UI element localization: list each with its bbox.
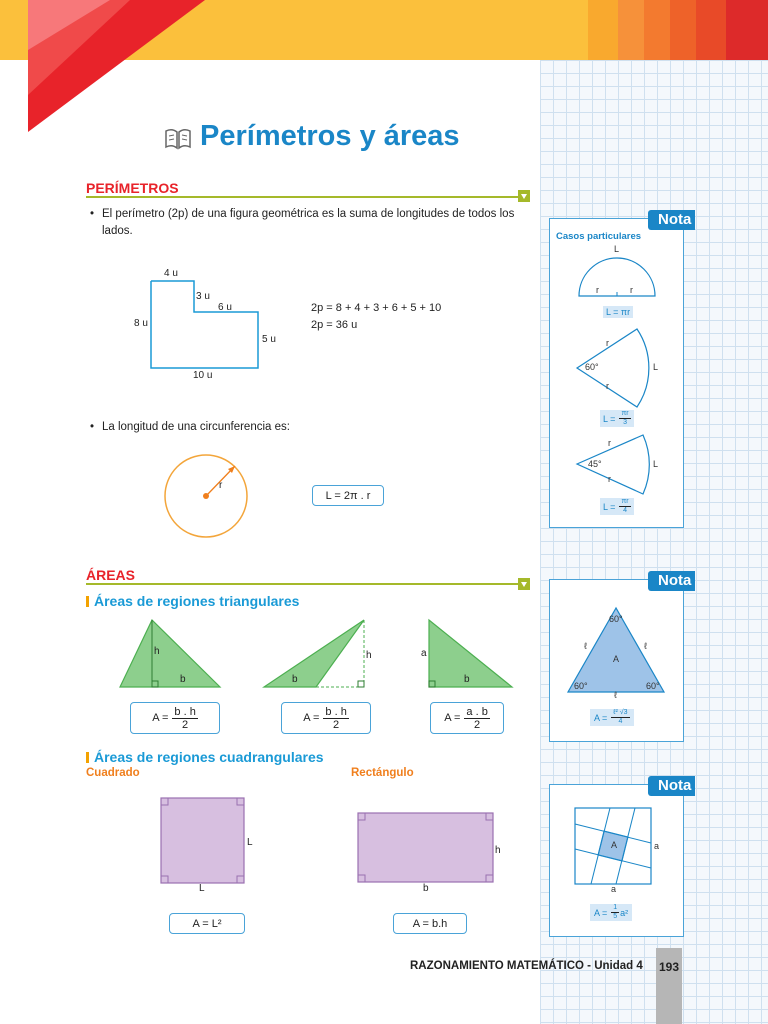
section-heading-perimetros: PERÍMETROS (86, 180, 179, 196)
semi-formula: L = πr (603, 306, 633, 318)
semi-r1: r (596, 285, 599, 295)
eq-side-right: ℓ (644, 641, 647, 651)
square-bottom: L (199, 883, 205, 894)
section-divider (86, 196, 523, 198)
circle-figure (163, 453, 249, 539)
label-inner-v: 3 u (196, 291, 210, 302)
square-formula: A = L² (169, 913, 245, 934)
perimeter-result: 2p = 36 u (311, 319, 358, 331)
sector60-formula: L = $\frac{\pi r}{3}$ (600, 410, 634, 427)
triangle-1 (118, 618, 222, 690)
sector60-angle: 60° (585, 362, 599, 372)
semicircle-figure (576, 254, 658, 300)
chevron-down-icon (518, 578, 530, 590)
book-icon (164, 128, 192, 150)
label-bottom: 10 u (193, 370, 213, 381)
square-label: Cuadrado (86, 767, 140, 779)
eq-area-formula: A = $\frac{\text{ℓ² √3}}{4}$ (590, 709, 634, 726)
square-figure (160, 797, 246, 885)
inscribed-area-label: A (611, 840, 618, 850)
tri1-formula: A = $\frac{b . h}{2}$ (130, 702, 220, 734)
semi-r2: r (630, 285, 633, 295)
footer-text: RAZONAMIENTO MATEMÁTICO - Unidad 4 (410, 960, 643, 972)
inscribed-area-formula: A = $\frac{1}{5}$ a² (590, 904, 632, 921)
inscribed-side-right: a (654, 841, 660, 851)
note-tag: Nota (648, 210, 695, 230)
rectangle-side: h (495, 845, 501, 856)
rectangle-label: Rectángulo (351, 767, 414, 779)
radius-label: r (219, 480, 223, 491)
label-left: 8 u (134, 318, 148, 329)
tri3-a: a (421, 648, 427, 659)
label-top: 4 u (164, 268, 178, 279)
sector60-r1: r (606, 338, 609, 348)
section-heading-areas: ÁREAS (86, 567, 136, 583)
sector60-L: L (653, 362, 659, 372)
bullet-circumference: • La longitud de una circunferencia es: (90, 421, 290, 433)
sector-45-figure (574, 432, 658, 498)
triangle-2 (262, 618, 372, 690)
sector45-L: L (653, 459, 659, 469)
section-divider (86, 583, 523, 585)
tri3-formula: A = $\frac{a . b}{2}$ (430, 702, 504, 734)
subheading-triangular: Áreas de regiones triangulares (86, 593, 299, 609)
sector45-r2: r (608, 474, 611, 484)
eq-right-angle: 60° (646, 681, 660, 691)
note-tag: Nota (648, 776, 695, 796)
bullet-perimeter-definition: • El perímetro (2p) de una figura geométrica es la suma de longitudes de todos los lados. (90, 208, 515, 237)
tri2-h: h (366, 650, 372, 661)
sector45-angle: 45° (588, 459, 602, 469)
subheading-quadrangular: Áreas de regiones cuadrangulares (86, 749, 324, 765)
header-decoration (0, 0, 768, 140)
sector60-r2: r (606, 381, 609, 391)
rectangle-figure (357, 812, 495, 884)
inscribed-side-bottom: a (611, 884, 617, 894)
triangle-3 (426, 618, 516, 690)
rectangle-bottom: b (423, 883, 429, 894)
eq-side-bottom: ℓ (614, 690, 617, 700)
chevron-down-icon (518, 190, 530, 202)
sector45-formula: L = $\frac{\pi r}{4}$ (600, 498, 634, 515)
perimeter-sum: 2p = 8 + 4 + 3 + 6 + 5 + 10 (311, 302, 442, 314)
note1-title: Casos particulares (556, 231, 642, 242)
square-side: L (247, 837, 253, 848)
note-tag: Nota (648, 571, 695, 591)
rectangle-formula: A = b.h (393, 913, 467, 934)
sector45-r1: r (608, 438, 611, 448)
circumference-formula: L = 2π . r (312, 485, 384, 506)
semi-L: L (614, 244, 620, 254)
eq-side-left: ℓ (584, 641, 587, 651)
tri3-b: b (464, 674, 470, 685)
page-title: Perímetros y áreas (200, 120, 460, 152)
eq-area-label: A (613, 654, 620, 664)
tri1-h: h (154, 646, 160, 657)
tri2-b: b (292, 674, 298, 685)
tri1-b: b (180, 674, 186, 685)
label-right: 5 u (262, 334, 276, 345)
eq-top-angle: 60° (609, 614, 623, 624)
page-number: 193 (656, 948, 682, 1024)
eq-left-angle: 60° (574, 681, 588, 691)
tri2-formula: A = $\frac{b . h}{2}$ (281, 702, 371, 734)
label-inner-h: 6 u (218, 302, 232, 313)
